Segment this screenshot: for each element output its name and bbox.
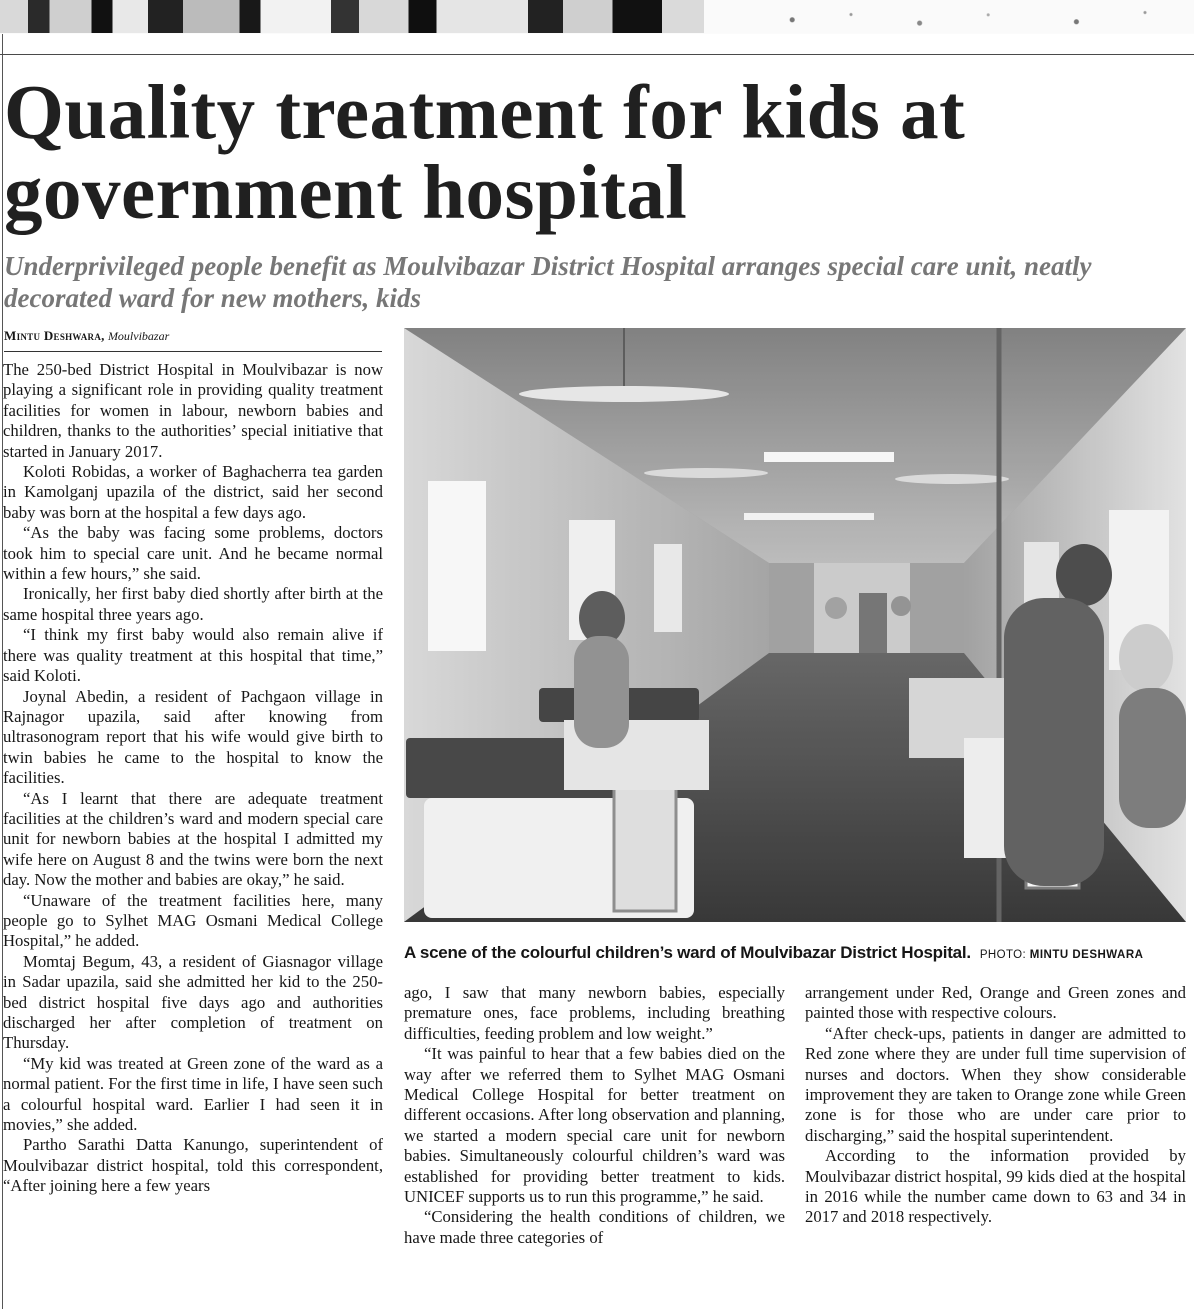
paragraph: “As the baby was facing some problems, doctors took him to special care unit. And he became normal within a few hours,” she said. (3, 523, 383, 584)
paragraph: “I think my first baby would also remain alive if there was quality treatment at this hospital that time,” said Koloti. (3, 625, 383, 686)
paragraph: “After check-ups, patients in danger are admitted to Red zone where they are under full time supervision of nurses and doctors. When they show considerable improvement they are taken to Orange zone while Green zone is for those who are under care prior to discharging,” said the hospital superintendent. (805, 1023, 1186, 1145)
article-column-3 (805, 983, 1186, 1309)
caption-text: A scene of the colourful children’s ward of Moulvibazar District Hospital. (404, 943, 971, 962)
paragraph: arrangement under Red, Orange and Green zones and painted those with respective colours. (805, 983, 1186, 1023)
paragraph: Joynal Abedin, a resident of Pachgaon village in Rajnagor upazila, said after knowing from ultrasonogram report that his wife would give birth to twin babies he came to the hospital to know the facilities. (3, 686, 383, 788)
paragraph: ago, I saw that many newborn babies, especially premature ones, face problems, including breathing difficulties, feeding problem and low weight.” (404, 983, 785, 1043)
section-divider (0, 54, 1194, 55)
paragraph: The 250-bed District Hospital in Moulvibazar is now playing a significant role in providing quality treatment facilities for women in labour, newborn babies and children, thanks to the authorities’ special initiative that started in January 2017. (3, 360, 383, 461)
byline-author: Mintu Deshwara, (4, 328, 105, 343)
paragraph: Koloti Robidas, a worker of Baghacherra tea garden in Kamolganj upazila of the district, said her second baby was born at the hospital a few days ago. (3, 462, 383, 522)
previous-story-photo-strip (0, 0, 1194, 34)
paragraph: “Considering the health conditions of children, we have made three categories of (404, 1207, 785, 1247)
paragraph: According to the information provided by Moulvibazar district hospital, 99 kids died at the hospital in 2016 while the number came down to 63 and 34 in 2017 and 2018 respectively. (805, 1146, 1186, 1227)
article-subheadline: Underprivileged people benefit as Moulvibazar District Hospital arranges special care unit, neatly decorated ward for new mothers, kids (4, 251, 1092, 313)
byline (4, 327, 382, 352)
hospital-ward-photo (404, 328, 1186, 922)
paragraph: Ironically, her first baby died shortly after birth at the same hospital three years ago. (3, 584, 383, 624)
paragraph: “As I learnt that there are adequate treatment facilities at the children’s ward and modern special care unit for newborn babies at the hospital I admitted my wife here on August 8 and the twins were born the next day. Now the mother and babies are okay,” he said. (3, 788, 383, 890)
newsprint-texture (704, 0, 1194, 33)
hospital-ward-illustration (404, 328, 1186, 922)
photo-caption (404, 940, 1186, 966)
paragraph: Momtaj Begum, 43, a resident of Giasnagor village in Sadar upazila, said she admitted her kid to the 250-bed district hospital five days ago and authorities discharged her after completion of treatment on Thursday. (3, 951, 383, 1053)
paragraph: Partho Sarathi Datta Kanungo, superintendent of Moulvibazar district hospital, told this correspondent, “After joining here a few years (3, 1135, 383, 1196)
article-column-1 (3, 360, 383, 1309)
photo-credit-name: MINTU DESHWARA (1029, 949, 1144, 961)
paragraph: “It was painful to hear that a few babies died on the way after we referred them to Sylhet MAG Osmani Medical College Hospital for better treatment on different occasions. After long observation and planning, we started a modern special care unit for newborn babies. Simultaneously colourful children’s ward was established for providing better treatment to kids. UNICEF supports us to run this programme,” he said. (404, 1044, 785, 1207)
byline-location: Moulvibazar (107, 329, 170, 343)
article-column-2 (404, 983, 785, 1309)
paragraph: “Unaware of the treatment facilities here, many people go to Sylhet MAG Osmani Medical College Hospital,” he added. (3, 890, 383, 951)
cropped-photo (0, 0, 704, 33)
photo-credit-label: PHOTO: (979, 949, 1027, 961)
photo-credit (980, 949, 1144, 961)
paragraph: “My kid was treated at Green zone of the ward as a normal patient. For the first time in life, I have seen such a colourful hospital ward. Earlier I had seen it in movies,” she added. (3, 1053, 383, 1135)
article-headline: Quality treatment for kids at government hospital (4, 69, 966, 235)
